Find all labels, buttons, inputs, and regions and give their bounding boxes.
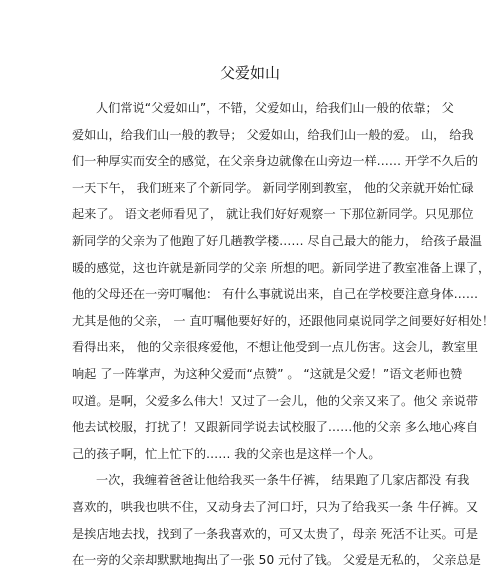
paragraph-line: 一次，我缠着爸爸让他给我买一条牛仔裤， 结果跑了几家店都没 有我 <box>96 473 470 488</box>
paragraph-line: 是挨店地去找，找到了一条我喜欢的，可又太贵了，母亲 死活不让买。可是 <box>72 526 479 541</box>
paragraph-line: 人们常说“父爱如山”，不错，父爱如山，给我们山一般的依靠； 父 <box>96 101 454 115</box>
paragraph-line: 响起 了一阵掌声，为这种父爱而“点赞” 。 “这就是父爱！”语文老师也赞 <box>72 366 463 381</box>
document-title: 父爱如山 <box>219 64 280 82</box>
document-body <box>72 95 495 574</box>
paragraph-line: 喜欢的，哄我也哄不住，又动身去了河口圩，只为了给我买一条 牛仔裤。又 <box>72 499 479 514</box>
paragraph-line: 爱如山，给我们山一般的教导； 父爱如山，给我们山一般的爱。 山， 给我 <box>72 127 474 142</box>
paragraph-line: 一天下午， 我们班来了个新同学。 新同学刚到教室， 他的父亲就开始忙碌 <box>72 180 474 195</box>
paragraph-line: 们一种厚实而安全的感觉，在父亲身边就像在山旁边一样…… 开学不久后的 <box>72 154 479 169</box>
paragraph-line: 在一旁的父亲却默默地掏出了一张 50 元付了钱。 父爱是无私的， 父亲总是 <box>72 553 481 568</box>
paragraph-line: 新同学的父亲为了他跑了好几趟教学楼…… 尽自己最大的能力， 给孩子最温 <box>72 233 482 248</box>
paragraph-line: 尤其是他的父亲， 一 直叮嘱他要好好的，还跟他同桌说同学之间要好好相处！ <box>72 313 495 328</box>
paragraph-line: 叹道。是啊，父爱多么伟大！又过了一会儿，他的父亲又来了。他父 亲说带 <box>72 393 479 408</box>
paragraph-line: 他的父母还在一旁叮嘱他： 有什么事就说出来，自己在学校要注意身体…… <box>72 287 479 302</box>
paragraph-line: 己的孩子啊，忙上忙下的…… 我的父亲也是这样一个人。 <box>72 446 381 461</box>
paragraph-line: 看得出来， 他的父亲很疼爱他，不想让他受到一点儿伤害。这会儿，教室里 <box>72 340 479 355</box>
paragraph-line: 他去试校服，打扰了！又跟新同学说去试校服了……他的父亲 多么地心疼自 <box>72 420 479 435</box>
paragraph-line: 起来了。 语文老师看见了， 就让我们好好观察一 下那位新同学。只见那位 <box>72 207 474 222</box>
paragraph-line: 暖的感觉，这也许就是新同学的父亲 所想的吧。新同学进了教室准备上课了， <box>72 260 491 275</box>
